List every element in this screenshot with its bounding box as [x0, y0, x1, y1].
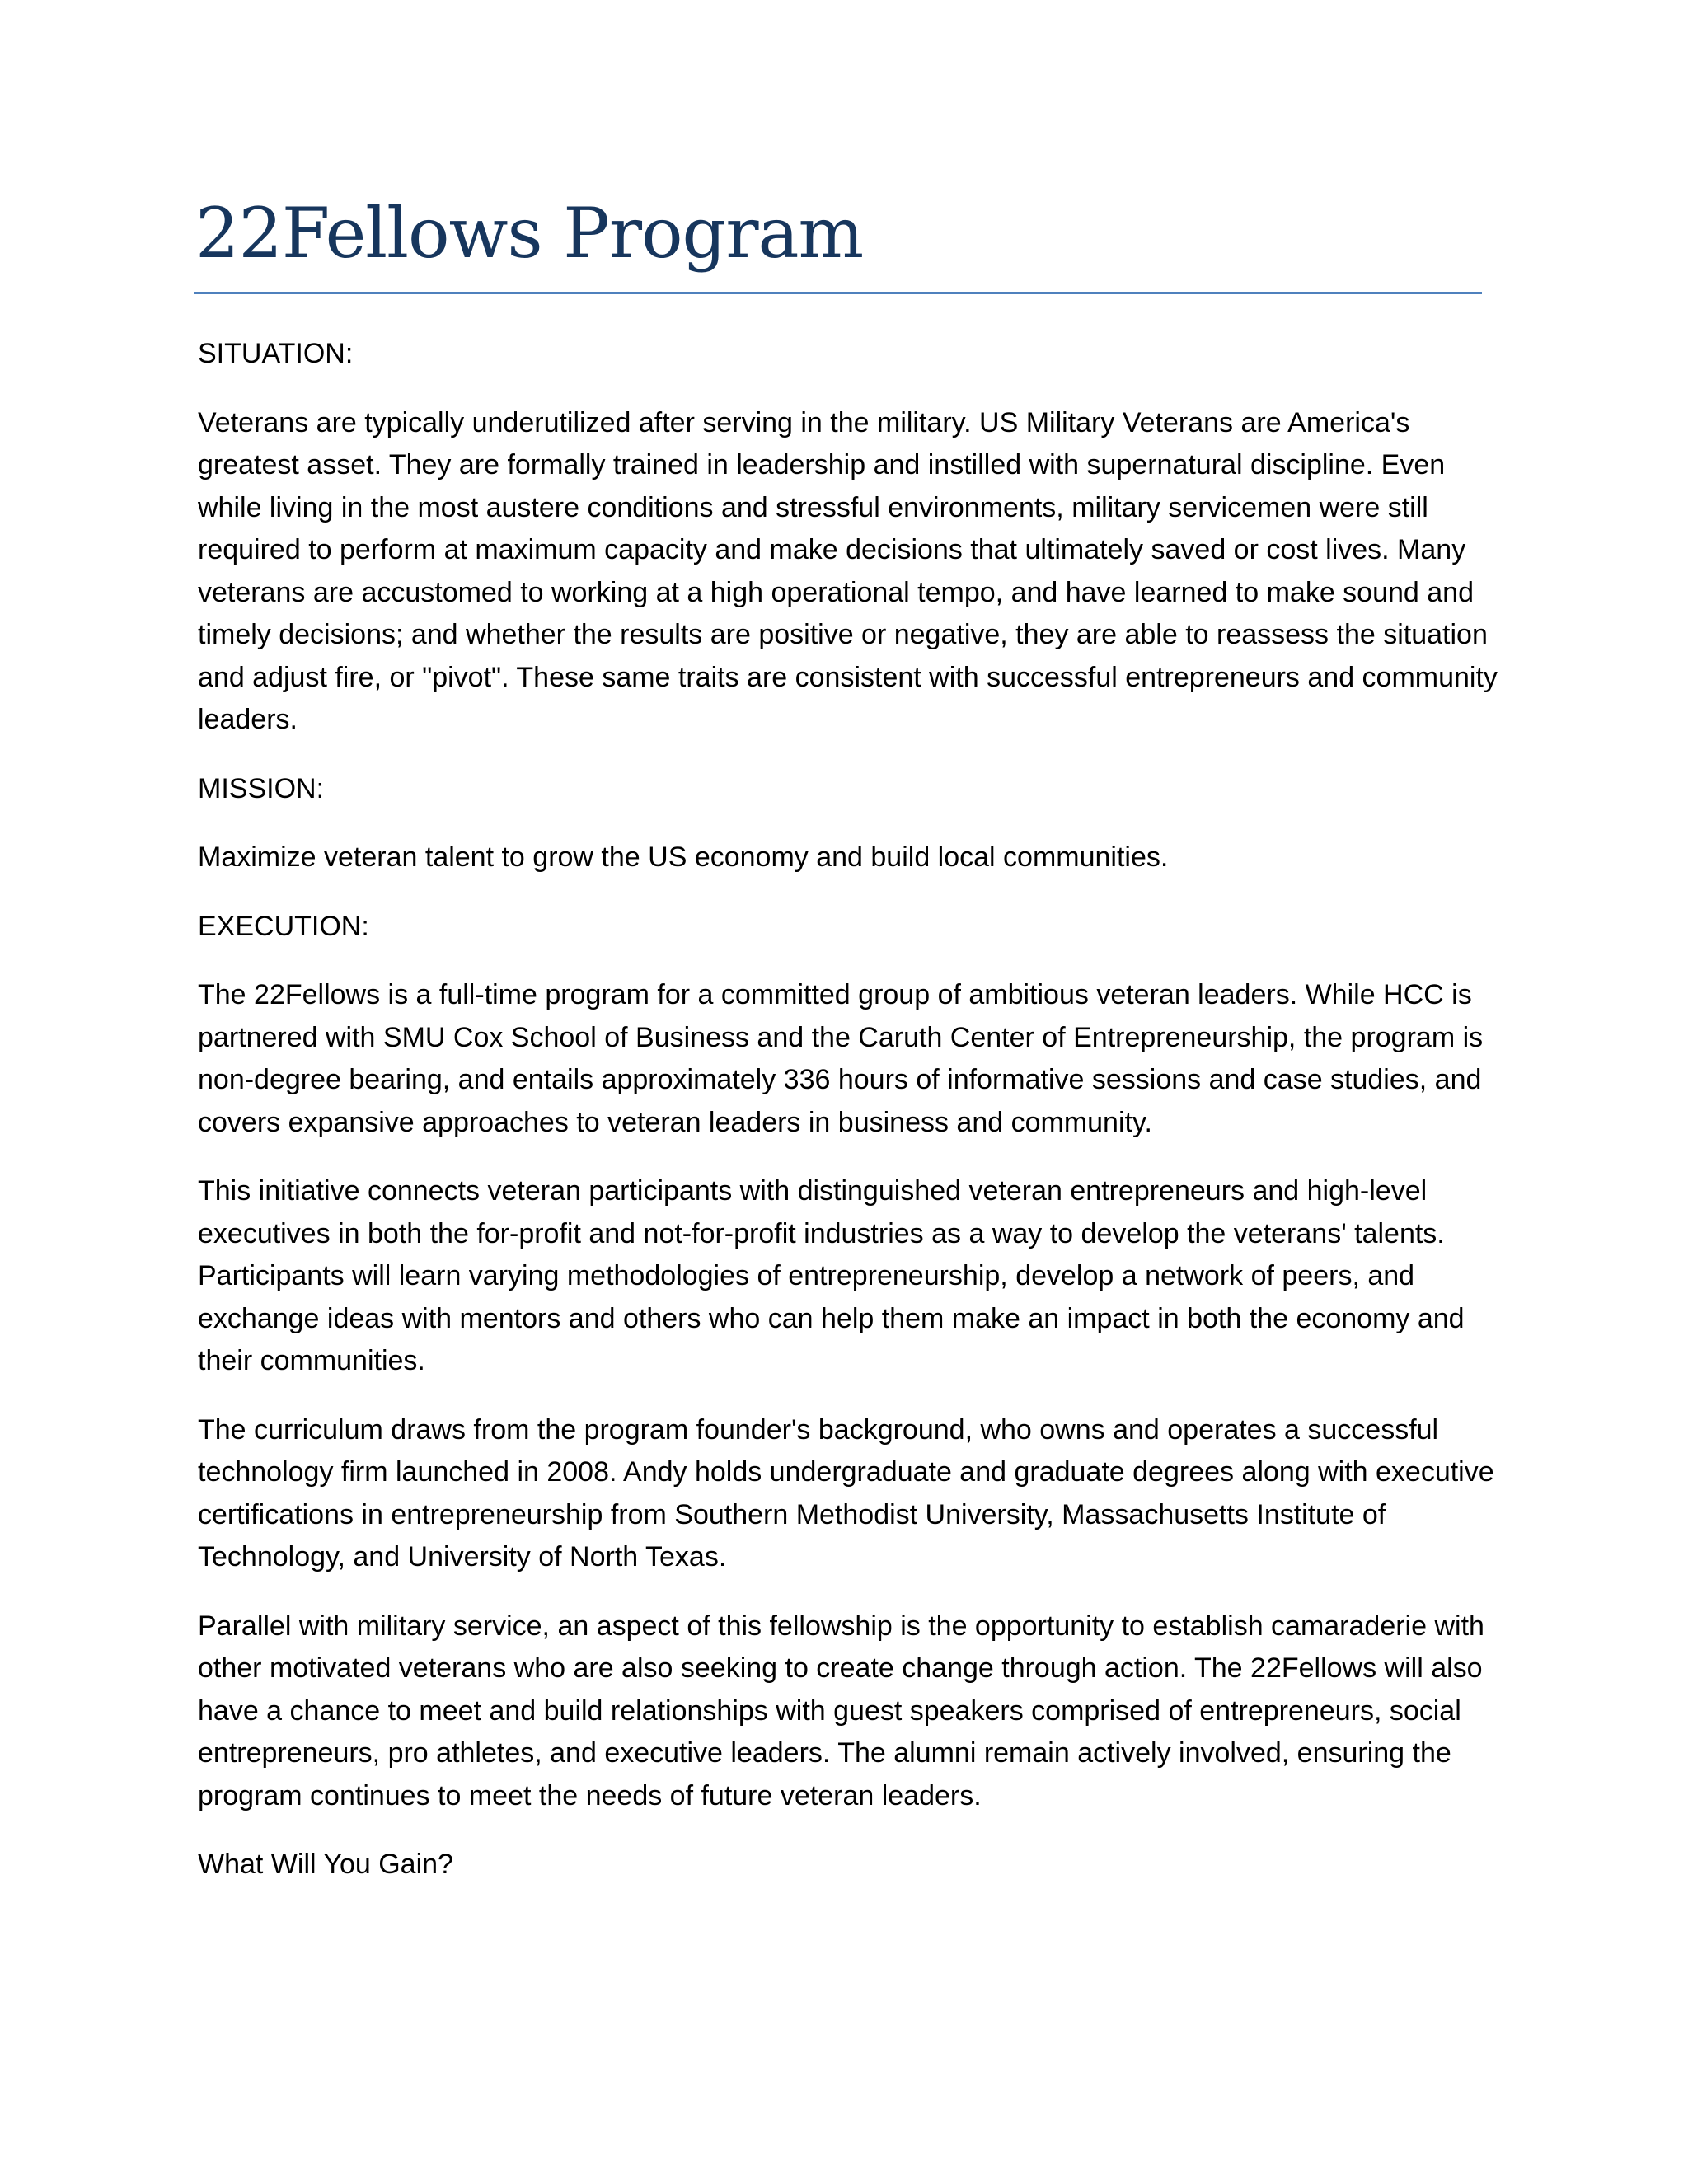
execution-paragraph-2: This initiative connects veteran participants with distinguished veteran entrepreneurs and high-level executives in both the for-profit and not-for-profit industries as a way to develop the veterans' talents. Participants will learn varying methodologies of entrepreneurship, develop a network of peers, and exchange ideas with mentors and others who can help them make an impact in both the economy and their communities. [198, 1175, 1465, 1376]
execution-paragraph-4: Parallel with military service, an aspect of this fellowship is the opportunity to establish camaraderie with other motivated veterans who are also seeking to create change through action. The 22Fellows will also have a chance to meet and build relationships with guest speakers comprised of entrepreneurs, social entrepreneurs, pro athletes, and executive leaders. The alumni remain actively involved, ensuring the program continues to meet the needs of future veteran leaders. [198, 1610, 1484, 1811]
execution-paragraph-1: The 22Fellows is a full-time program for a committed group of ambitious veteran leaders. While HCC is partnered with SMU Cox School of Business and the Caruth Center of Entrepreneurship, the program is non-degree bearing, and entails approximately 336 hours of informative sessions and case studies, and covers expansive approaches to veteran leaders in business and community. [198, 979, 1484, 1138]
title-block [195, 188, 1481, 279]
mission-paragraph: Maximize veteran talent to grow the US economy and build local communities. [198, 841, 1169, 873]
gain-heading: What Will You Gain? [198, 1849, 453, 1880]
situation-paragraph: Veterans are typically underutilized after serving in the military. US Military Veterans are America's greatest asset. They are formally trained in leadership and instilled with supernatural discipline. Even while living in the most austere conditions and stressful environments, military servicemen were still required to perform at maximum capacity and make decisions that ultimately saved or cost lives. Many veterans are accustomed to working at a high operational tempo, and have learned to make sound and timely decisions; and whether the results are positive or negative, they are able to reassess the situation and adjust fire, or "pivot". These same traits are consistent with successful entrepreneurs and community leaders. [198, 406, 1498, 735]
document-body [198, 333, 1500, 1913]
execution-paragraph-3: The curriculum draws from the program founder's background, who owns and operates a successful technology firm launched in 2008. Andy holds undergraduate and graduate degrees along with executive certifications in entrepreneurship from Southern Methodist University, Massachusetts Institute of Technology, and University of North Texas. [198, 1413, 1494, 1572]
situation-heading: SITUATION: [198, 338, 354, 369]
execution-heading: EXECUTION: [198, 910, 369, 942]
title-underline [194, 292, 1482, 294]
page-title: 22Fellows Program [195, 193, 864, 274]
mission-heading: MISSION: [198, 772, 325, 804]
